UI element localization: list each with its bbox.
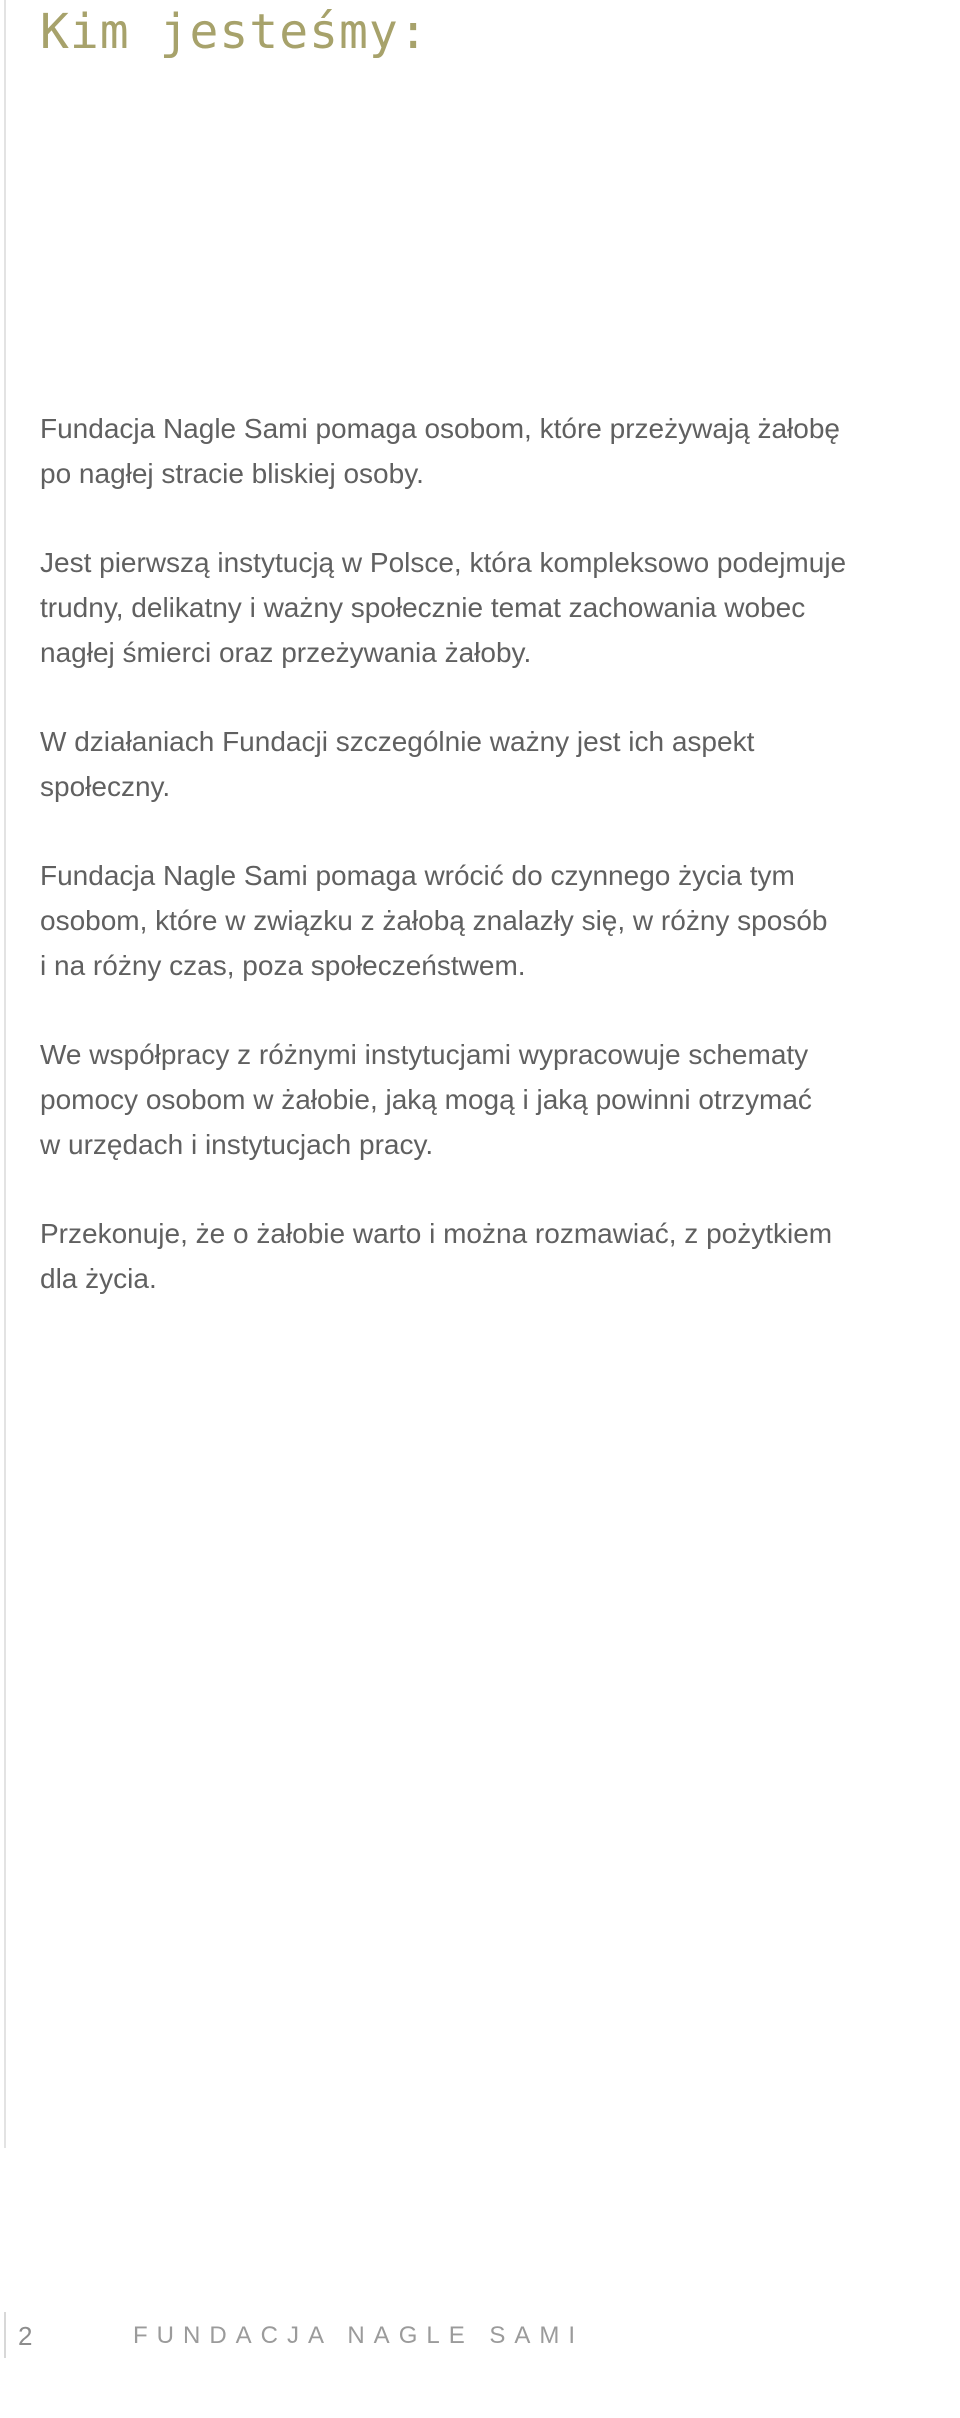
paragraph-4: Fundacja Nagle Sami pomaga wrócić do czynnego życia tym osobom, które w związku z żałobą znalazły się, w różny sposób i na różny czas, poza społeczeństwem. [40, 860, 828, 981]
left-margin-rule [4, 0, 6, 2148]
page-number: 2 [18, 2321, 33, 2351]
paragraph-5: We współpracy z różnymi instytucjami wypracowuje schematy pomocy osobom w żałobie, jaką mogą i jaką powinni otrzymać w urzędach i instytucjach pracy. [40, 1039, 812, 1160]
footer-title: FUNDACJA NAGLE SAMI [133, 2322, 585, 2349]
footer-divider [4, 2312, 6, 2358]
page-title: Kim jesteśmy: [40, 4, 429, 60]
paragraph-2: Jest pierwszą instytucją w Polsce, która kompleksowo podejmuje trudny, delikatny i ważny społecznie temat zachowania wobec nagłej śmierci oraz przeżywania żałoby. [40, 547, 847, 668]
body-text [40, 406, 945, 1345]
paragraph-3: W działaniach Fundacji szczególnie ważny jest ich aspekt społeczny. [40, 726, 755, 802]
paragraph-6: Przekonuje, że o żałobie warto i można rozmawiać, z pożytkiem dla życia. [40, 1218, 833, 1294]
paragraph-1: Fundacja Nagle Sami pomaga osobom, które przeżywają żałobę po nagłej stracie bliskiej osoby. [40, 413, 840, 489]
